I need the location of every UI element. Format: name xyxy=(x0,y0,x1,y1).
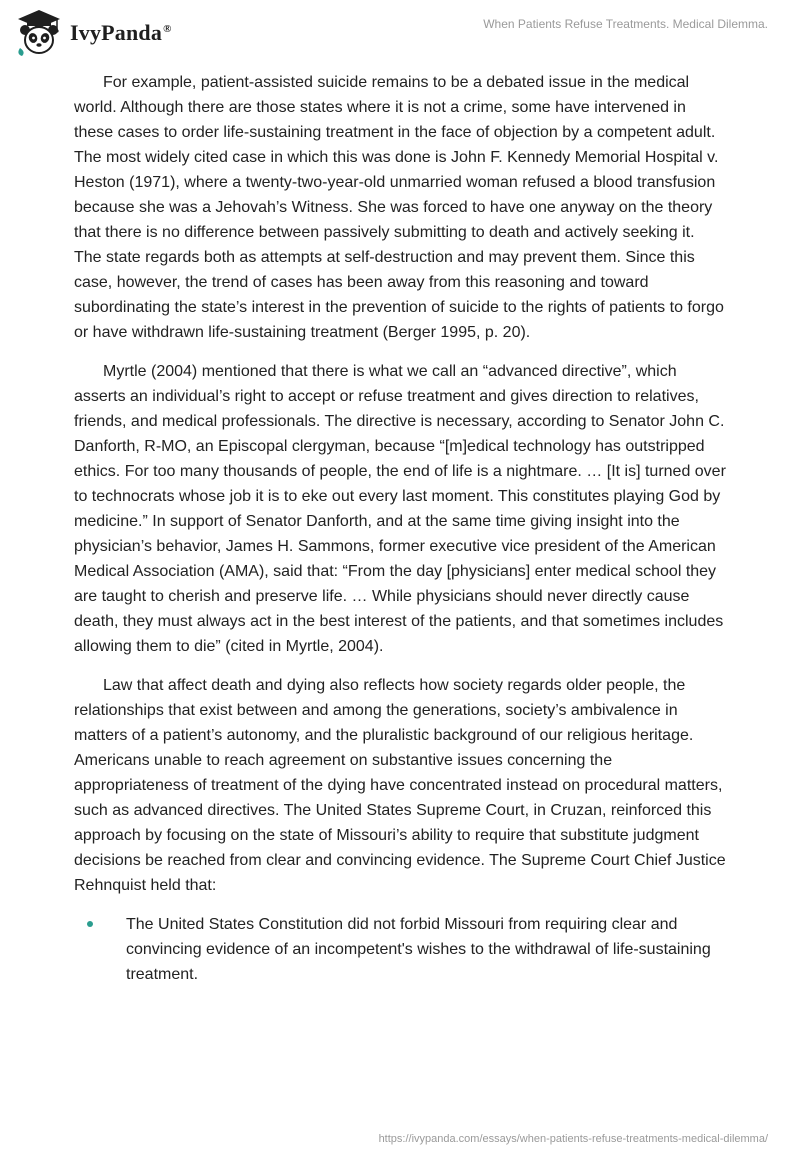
bullet-list xyxy=(74,912,726,987)
list-item xyxy=(74,912,726,987)
essay-body xyxy=(74,70,726,987)
panda-graduate-icon xyxy=(14,8,64,58)
paragraph-1: For example, patient-assisted suicide remains to be a debated issue in the medical world. Although there are those states where it is not a crime, some have intervened in these cases to order life-sustaining treatment in the face of objection by a competent adult. The most widely cited case in which this was done is John F. Kennedy Memorial Hospital v. Heston (1971), where a twenty-two-year-old unmarried woman refused a blood transfusion because she was a Jehovah’s Witness. She was forced to have one anyway on the theory that there is no difference between passively submitting to death and actively seeking it. The state regards both as attempts at self-destruction and may prevent them. Since this case, however, the trend of cases has been away from this reasoning and toward subordinating the state’s interest in the prevention of suicide to the rights of patients to forgo or have withdrawn life-sustaining treatment (Berger 1995, p. 20). xyxy=(74,74,724,341)
document-title: When Patients Refuse Treatments. Medical Dilemma. xyxy=(483,17,768,31)
bullet-text: The United States Constitution did not forbid Missouri from requiring clear and convincing evidence of an incompetent's wishes to the withdrawal of life-sustaining treatment. xyxy=(126,916,711,983)
logo-wordmark: IvyPanda® xyxy=(70,20,172,45)
ivypanda-logo[interactable] xyxy=(14,8,172,58)
bullet-dot-icon xyxy=(87,921,93,927)
paragraph-2: Myrtle (2004) mentioned that there is what we call an “advanced directive”, which asserts an individual’s right to accept or refuse treatment and gives direction to relatives, friends, and medical professionals. The directive is necessary, according to Senator John C. Danforth, R-MO, an Episcopal clergyman, because “[m]edical technology has outstripped ethics. For too many thousands of people, the end of life is a nightmare. … [It is] turned over to technocrats whose job it is to eke out every last moment. This constitutes playing God by medicine.” In support of Senator Danforth, and at the same time giving insight into the physician’s behavior, James H. Sammons, former executive vice president of the American Medical Association (AMA), said that: “From the day [physicians] enter medical school they are taught to cherish and preserve life. … While physicians should never directly cause death, they must always act in the best interest of the patients, and that sometimes includes allowing them to die” (cited in Myrtle, 2004). xyxy=(74,363,726,655)
page-header xyxy=(0,0,800,64)
paragraph-3: Law that affect death and dying also reflects how society regards older people, the relationships that exist between and among the generations, society’s ambivalence in matters of a patient’s autonomy, and the pluralistic background of our religious heritage. Americans unable to reach agreement on substantive issues concerning the appropriateness of treatment of the dying have concentrated instead on procedural matters, such as advanced directives. The United States Supreme Court, in Cruzan, reinforced this approach by focusing on the state of Missouri’s ability to require that substitute judgment decisions be reached from clear and convincing evidence. The Supreme Court Chief Justice Rehnquist held that: xyxy=(74,677,726,894)
source-url-link[interactable]: https://ivypanda.com/essays/when-patients-refuse-treatments-medical-dilemma/ xyxy=(378,1133,768,1145)
